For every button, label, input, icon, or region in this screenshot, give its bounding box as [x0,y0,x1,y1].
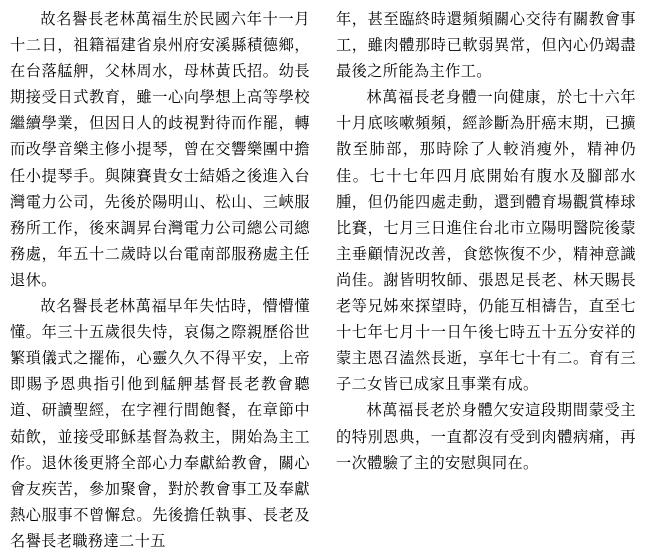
paragraph: 故名譽長老林萬福生於民國六年十一月十二日，祖籍福建省泉州府安溪縣積德鄉，在台落艋舺，父林周水，母林黃氏招。幼長期接受日式教育，雖一心向學想上高等學校繼續學業，但因日人的歧視對待而作罷，轉而改學音樂主修小提琴，曾在交響樂團中擔任小提琴手。與陳賽貴女士結婚之後進入台灣電力公司，先後於陽明山、松山、三峽服務所工作，後來調昇台灣電力公司總公司總務處，年五十二歲時以台電南部服務處主任退休。 [10,10,310,289]
paragraph: 故名譽長老林萬福早年失怙時，懵懵懂懂。年三十五歲很失恃，哀傷之際親歷俗世繁瑣儀式之擺佈，心靈久久不得平安，上帝即賜予恩典指引他到艋舺基督長老教會聽道、研讀聖經，在字裡行間飽餐，在章節中茹飲，並接受耶穌基督為救主，開始為主工作。退休後更將全部心力奉獻給教會，關心會友疾苦，參加聚會，對於教會事工及奉獻熱心服事不曾懈怠。先後擔任執事、長老及名譽長老職務達二十五 [10,297,310,550]
paragraph: 年，甚至臨終時還頻頻關心交待有關教會事工，雖肉體那時已軟弱異常，但內心仍竭盡最後之所能為主作工。 [336,10,636,81]
right-column [336,6,636,525]
paragraph: 林萬福長老身體一向健康，於七十六年十月底咳嗽頻頻，經診斷為肝癌末期，已擴散至肺部，那時除了人較消瘦外，精神仍佳。七十七年四月底開始有腹水及腳部水腫，但仍能四處走動，還到體育場觀賞棒球比賽，七月三日進住台北市立陽明醫院後蒙主垂顧情況改善，食慾恢復不少，精神意識尚佳。謝皆明牧師、張恩足長老、林天賜長老等兄姊來探望時，仍能互相禱告，直至七十七年七月十一日午後七時五十五分安祥的蒙主恩召溘然長逝，享年七十有二。育有三子二女皆已成家且事業有成。 [336,88,636,394]
left-column [10,6,310,550]
paragraph: 林萬福長老於身體欠安這段期間蒙受主的特別恩典，一直都沒有受到肉體病痛，再一次體驗了主的安慰與同在。 [336,401,636,472]
two-column-layout [10,6,658,550]
